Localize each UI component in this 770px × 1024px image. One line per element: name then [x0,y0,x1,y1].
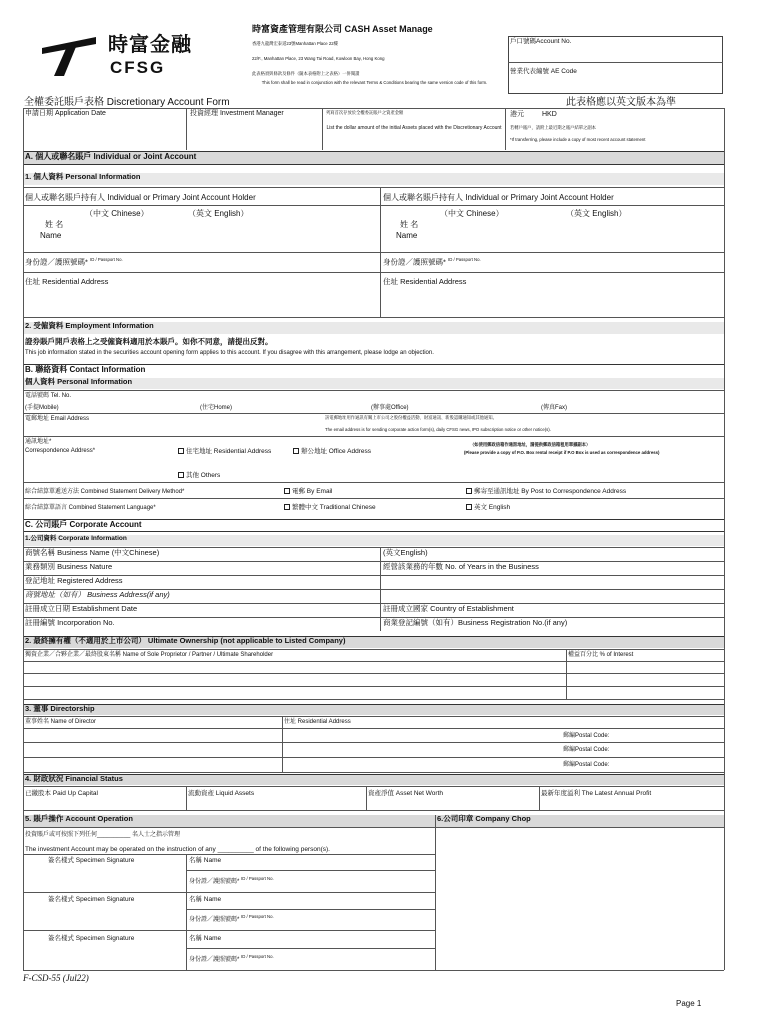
mobile-label: (手提Mobile) [25,405,59,411]
address-cn: 香港九龍灣宏泰道23號Manhattan Place 22樓 [252,41,338,46]
business-nature-label: 業務類別 Business Nature [25,562,113,571]
business-name-label: 商號名稱 Business Name (中文Chinese) [25,548,160,557]
page-number: Page 1 [676,999,702,1008]
corporate-info-header: 1.公司資料 Corporate Information [23,535,724,546]
note-en: This form shall be read in conjunction with the relevant Terms & Conditions bearing the same version code of this form. [261,80,488,85]
ownership-name-col: 獨資企業／合夥企業／最終股東名稱 Name of Sole Proprietor / Partner / Ultimate Shareholder [25,652,274,658]
application-date-label: 申請日期 Application Date [25,110,106,117]
registered-address-label: 登記地址 Registered Address [25,576,123,585]
postal-code-1: 郵編Postal Code: [563,733,610,739]
tel-label: 電話號碼 Tel. No. [25,393,72,399]
office-label: (辦事處Office) [371,405,409,411]
section-b-header: B. 聯絡資料 Contact Information [23,364,724,377]
company-chop-header: 6.公司印章 Company Chop [435,815,724,827]
contact-personal-header: 個人資料 Personal Information [23,378,724,389]
operation-en: The investment Account may be operated on the instruction of any __________ of the following person(s). [25,846,330,853]
section-c-header: C. 公司賬戶 Corporate Account [23,519,724,532]
sig-id-3: 身份證／護照號碼* $^{ID / Passport No.}$ [189,954,274,963]
section-a-header: A. 個人或聯名賬戶 Individual or Joint Account [23,151,724,165]
logo-en: CFSG [110,58,166,77]
residential-address-1: 住址 Residential Address [25,277,109,286]
financial-header: 4. 財政狀況 Financial Status [23,774,724,785]
checkbox-icon[interactable] [466,488,472,494]
employment-cn: 證券賬戶開戶表格上之受僱資料適用於本賬戶。如你不同意，請提出反對。 [25,337,273,346]
director-addr-col: 住址 Residential Address [284,719,351,725]
checkbox-icon[interactable] [466,504,472,510]
ownership-pct-col: 權益百分比 % of Interest [568,652,634,658]
logo [38,32,98,77]
employment-en: This job information stated in the securities account opening form applies to this account. If you disagree with this arrangement, please lodge an objection. [25,350,434,356]
incorporation-label: 註冊編號 Incorporation No. [25,618,115,627]
checkbox-icon[interactable] [293,448,299,454]
amount-en: List the dollar amount of the initial Assets placed with the Discretionary Account [326,125,502,131]
chinese-label-2: （中文 Chinese） [440,209,504,218]
amount-cn: 列寫首次存放於全權委託賬戶之資產金額 [326,110,404,115]
country-label: 註冊成立國家 Country of Establishment [383,604,514,613]
language-label: 綜合結算單語言 Combined Statement Language* [25,505,156,511]
sig-name-1: 名稱 Name [189,857,222,864]
form-title: 全權委託賬戶表格 Discretionary Account Form [24,97,230,108]
asset-net-worth: 資產淨值 Asset Net Worth [368,790,444,797]
checkbox-icon[interactable] [284,488,290,494]
transfer-en: *If transferring, please include a copy of most recent account statement [510,137,646,142]
ae-code-label: 營業代表編號 AE Code [510,68,577,75]
account-no-label: 戶口號碼Account No. [510,38,572,45]
checkbox-icon[interactable] [178,448,184,454]
english-label-1: （英文 English） [188,209,249,218]
transfer-cn: 若轉戶賬戶，請附上最近期之賬戶結單之副本 [510,125,596,130]
id-label-2: 身份證／護照號碼* $^{ID / Passport No.}$ [383,257,481,267]
delivery-label: 綜合結算單遞送方法 Combined Statement Delivery Method* [25,489,185,495]
name-en-2: Name [396,231,418,240]
name-en-1: Name [40,231,62,240]
corr-others-option[interactable]: 其他 Others [178,472,220,479]
years-label: 經營該業務的年數 No. of Years in the Business [383,562,539,571]
postal-code-3: 郵編Postal Code: [563,762,610,768]
personal-info-header: 1. 個人資料 Personal Information [23,173,724,185]
corr-residential-option[interactable]: 住宅地址 Residential Address [178,448,271,455]
liquid-assets: 流動資產 Liquid Assets [188,790,255,797]
id-label-1: 身份證／護照號碼* $^{ID / Passport No.}$ [25,257,123,267]
postal-code-2: 郵編Postal Code: [563,747,610,753]
annual-profit: 最新年度溢利 The Latest Annual Profit [541,790,652,797]
pobox-en: (Please provide a copy of P.O. Box rental receipt if P.O Box is used as correspondence address) [464,450,660,455]
holder-label-2: 個人或聯名賬戶持有人 Individual or Primary Joint Account Holder [383,193,614,202]
directorship-header: 3. 董事 Directorship [23,704,724,715]
sig-id-1: 身份證／護照號碼* $^{ID / Passport No.}$ [189,876,274,885]
logo-cn: 時富金融 [108,34,192,56]
paid-up-capital: 已繳股本 Paid Up Capital [25,790,98,797]
delivery-post-option[interactable]: 郵寄至通訊地址 By Post to Correspondence Address [466,488,626,495]
fax-label: (傳真Fax) [541,405,567,411]
investment-manager-label: 投資經理 Investment Manager [190,110,284,117]
email-note-cn: 該電郵地址用作通訊有關上市公司之股份權益活動、財富通訊、新股認購通知或其他通知。 [325,415,497,420]
english-prevail-note: 此表格應以英文版本為準 [566,97,676,108]
business-name-en-label: (英文English) [383,548,428,557]
sig-name-2: 名稱 Name [189,896,222,903]
company-name: 時富資產管理有限公司 CASH Asset Manage [252,24,433,34]
chinese-label-1: （中文 Chinese） [85,209,149,218]
operation-cn: 投資賬戶或可按照下列任何__________ 名人士之指示管理 [25,832,181,838]
corr-office-option[interactable]: 辦公地址 Office Address [293,448,371,455]
holder-label-1: 個人或聯名賬戶持有人 Individual or Primary Joint Account Holder [25,193,256,202]
establishment-date-label: 註冊成立日期 Establishment Date [25,604,138,613]
home-label: (住宅Home) [200,405,233,411]
specimen-signature-1: 簽名樣式 Specimen Signature [48,857,135,864]
specimen-signature-3: 簽名樣式 Specimen Signature [48,935,135,942]
note-cn: 此表格須與條款及條件（隨本表格附上之表格）一併閱讀 [252,71,360,76]
name-cn-1: 姓 名 [45,220,64,229]
form-code: F-CSD-55 (Jul22) [23,973,89,983]
director-name-col: 董事姓名 Name of Director [25,719,97,725]
email-label: 電郵地址 Email Address [25,416,90,422]
correspondence-cn: 通訊地址* [25,439,52,445]
pobox-cn: （如使用郵政信箱作通訊地址，請提供郵政信箱租用單據副本） [470,442,591,447]
email-note-en: The email address is for sending corporate action form(s), daily CFSG news, IPO subscription notice or other notice(s). [325,427,551,432]
currency-cn: 港元 [510,111,524,118]
employment-header: 2. 受僱資料 Employment Information [23,322,724,334]
logo-mark-icon [38,32,98,77]
brn-label: 商業登記編號（如有）Business Registration No.(if any) [383,618,568,627]
specimen-signature-2: 簽名樣式 Specimen Signature [48,896,135,903]
account-operation-header: 5. 賬戶操作 Account Operation [23,815,435,827]
english-label-2: （英文 English） [566,209,627,218]
ownership-header: 2. 最終擁有權（不適用於上市公司） Ultimate Ownership (not applicable to Listed Company) [23,636,724,648]
sig-id-2: 身份證／護照號碼* $^{ID / Passport No.}$ [189,914,274,923]
language-eng-option[interactable]: 英文 English [466,504,510,511]
language-trad-option[interactable]: 繁體中文 Traditional Chinese [284,504,376,511]
business-address-label: 商號地址（如有） Business Address(if any) [25,590,170,599]
delivery-email-option[interactable]: 電郵 By Email [284,488,332,495]
residential-address-2: 住址 Residential Address [383,277,467,286]
checkbox-icon[interactable] [284,504,290,510]
address-en: 22/F., Manhattan Place, 23 Wang Tai Road, Kowloon Bay, Hong Kong [252,56,385,61]
correspondence-label: Correspondence Address* [25,448,96,454]
name-cn-2: 姓 名 [400,220,419,229]
checkbox-icon[interactable] [178,472,184,478]
sig-name-3: 名稱 Name [189,935,222,942]
currency-value: HKD [542,111,557,118]
